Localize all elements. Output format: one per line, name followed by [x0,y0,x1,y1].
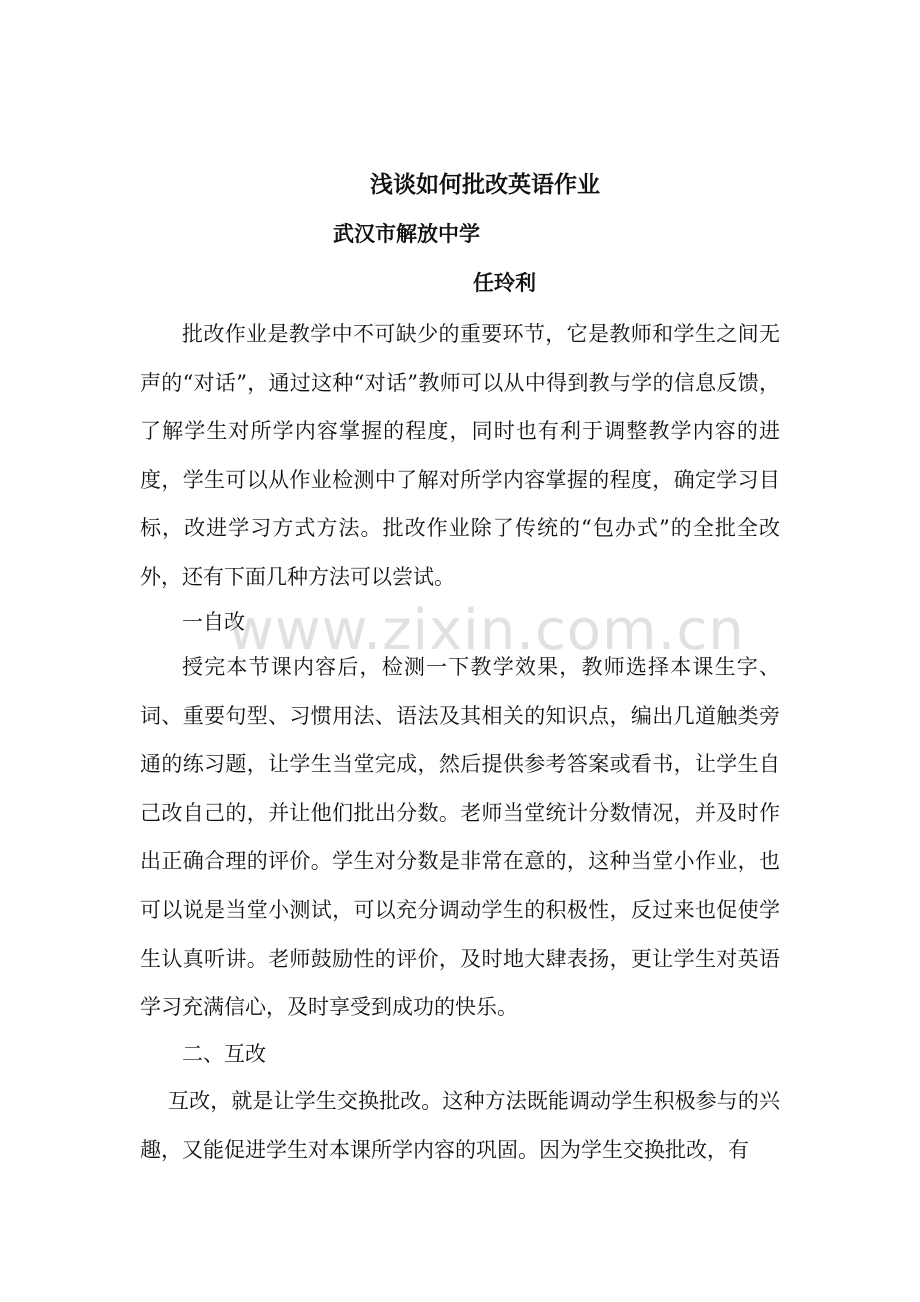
intro-paragraph: 批改作业是教学中不可缺少的重要环节，它是教师和学生之间无声的“对话”，通过这种“对话”教师可以从中得到教与学的信息反馈，了解学生对所学内容掌握的程度，同时也有利于调整教学内容的进度，学生可以从作业检测中了解对所学内容掌握的程度，确定学习目标，改进学习方式方法。批改作业除了传统的“包办式”的全批全改外，还有下面几种方法可以尝试。 [140,322,780,589]
author-name: 任玲利 [473,270,536,295]
section-heading-self-correction: 一自改 [182,610,245,634]
school-name: 武汉市解放中学 [333,221,480,246]
section-body-peer-correction: 互改，就是让学生交换批改。这种方法既能调动学生积极参与的兴趣，又能促进学生对本课所学内容的巩固。因为学生交换批改，有 [140,1089,780,1162]
section-heading-peer-correction: 二、互改 [182,1042,266,1066]
watermark: www.zixin.com.cn [228,598,745,663]
section-body-self-correction: 授完本节课内容后，检测一下教学效果，教师选择本课生字、词、重要句型、习惯用法、语法及其相关的知识点，编出几道触类旁通的练习题，让学生当堂完成，然后提供参考答案或看书，让学生自己改自己的，并让他们批出分数。老师当堂统计分数情况，并及时作出正确合理的评价。学生对分数是非常在意的，这种当堂小作业，也可以说是当堂小测试，可以充分调动学生的积极性，反过来也促使学生认真听讲。老师鼓励性的评价，及时地大肆表扬，更让学生对英语学习充满信心，及时享受到成功的快乐。 [140,655,780,1020]
document-title: 浅谈如何批改英语作业 [370,171,600,198]
